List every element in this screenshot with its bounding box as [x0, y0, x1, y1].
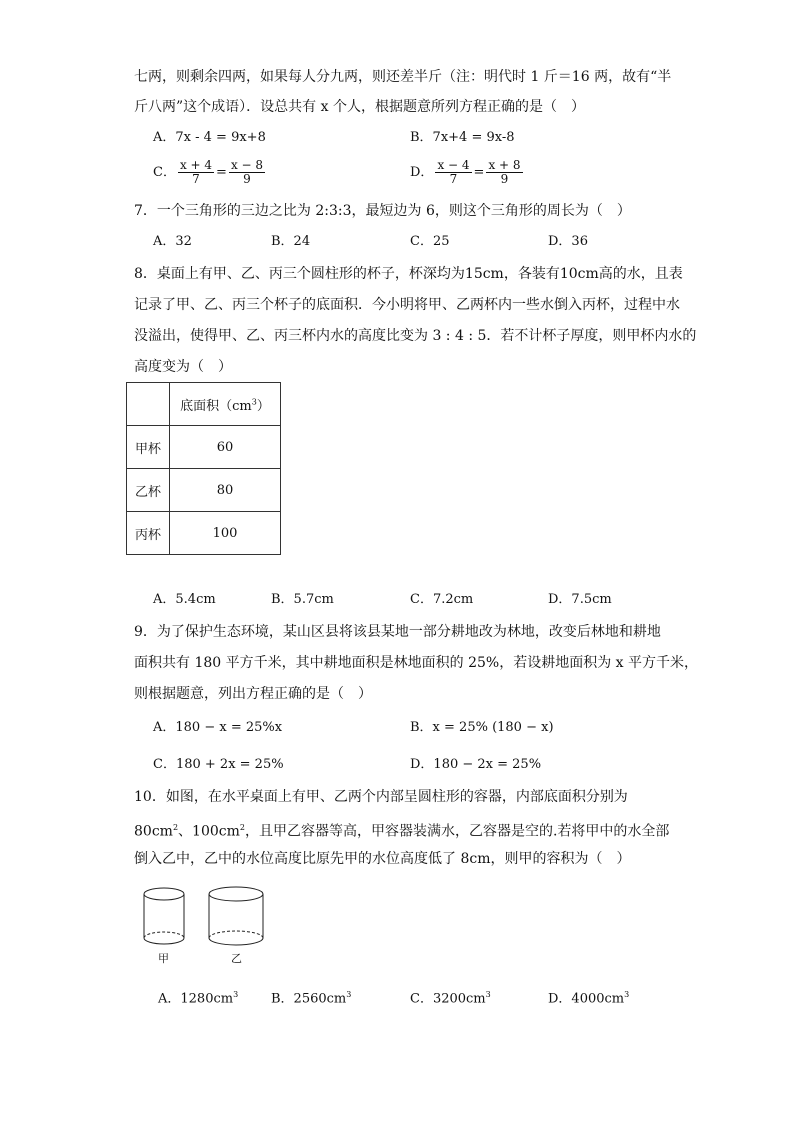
- q6-line-2: 斤八两”这个成语）．设总共有 x 个人，根据题意所列方程正确的是（ ）: [134, 99, 585, 115]
- q9-option-a: A．180 − x = 25%x: [153, 720, 283, 735]
- denominator: 7: [192, 172, 200, 186]
- fraction: [178, 159, 214, 186]
- table-row: [127, 469, 281, 512]
- cylinder-yi: [209, 887, 263, 945]
- q8-line-4: 高度变为（ ）: [134, 359, 232, 375]
- numerator: x − 8: [230, 158, 264, 172]
- q10-option-b: [271, 985, 351, 1009]
- q10-line-1: 10．如图，在水平桌面上有甲、乙两个内部呈圆柱形的容器，内部底面积分别为: [134, 789, 628, 805]
- numerator: x + 4: [179, 158, 213, 172]
- q6-option-a: A．7x - 4 = 9x+8: [153, 130, 266, 145]
- option-text: A．1280cm: [158, 991, 234, 1007]
- superscript: 3: [233, 990, 239, 999]
- equals-sign: =: [473, 165, 485, 180]
- q6-line-1: 七两，则剩余四两，如果每人分九两，则还差半斤（注：明代时 1 斤＝16 两，故有“半: [134, 69, 672, 85]
- q8-line-3: 没溢出，使得甲、乙、丙三杯内水的高度比变为 3 : 4 : 5．若不计杯子厚度，则甲杯内水的: [134, 328, 697, 344]
- q9-option-b: B．x = 25% (180 − x): [410, 720, 554, 735]
- header-superscript: 3: [251, 397, 257, 407]
- table-header-cell: [170, 383, 281, 426]
- q10-line-3: 倒入乙中，乙中的水位高度比原先甲的水位高度低了 8cm，则甲的容积为（ ）: [134, 851, 631, 867]
- q10-option-c: [410, 985, 491, 1009]
- q9-line-2: 面积共有 180 平方千米，其中耕地面积是林地面积的 25%，若设耕地面积为 x 平方千米，: [134, 655, 698, 671]
- superscript: 3: [346, 990, 352, 999]
- q8-option-d: D．7.5cm: [548, 592, 612, 607]
- option-text: C．3200cm: [410, 991, 486, 1007]
- fraction: [435, 159, 471, 186]
- q8-option-c: C．7.2cm: [410, 592, 474, 607]
- q6-option-d-label: D．: [410, 165, 434, 180]
- q10-line-2-rest: ，且甲乙容器等高，甲容器装满水，乙容器是空的.若将甲中的水全部: [244, 823, 670, 840]
- q7-option-a: A．32: [153, 234, 192, 249]
- row-value: 100: [170, 512, 281, 555]
- q6-option-c-label: C．: [153, 165, 176, 180]
- option-text: D．4000cm: [548, 991, 625, 1007]
- q10-option-a: [158, 985, 238, 1009]
- superscript: 2: [239, 823, 245, 832]
- header-text: 底面积（cm: [180, 398, 252, 414]
- base-area-table: [126, 382, 281, 555]
- q9-line-1: 9．为了保护生态环境，某山区县将该县某地一部分耕地改为林地，改变后林地和耕地: [134, 624, 661, 640]
- q10-line-2: [134, 818, 669, 842]
- row-label: 乙杯: [127, 469, 170, 512]
- denominator: 9: [243, 172, 251, 186]
- row-label: 丙杯: [127, 512, 170, 555]
- superscript: 3: [624, 990, 630, 999]
- q8-option-b: B．5.7cm: [271, 592, 334, 607]
- superscript: 3: [485, 990, 491, 999]
- cylinder-jia: [144, 888, 184, 944]
- q6-option-d: [410, 156, 525, 190]
- label-yi: 乙: [231, 952, 242, 965]
- q8-line-2: 记录了甲、乙、丙三个杯子的底面积．今小明将甲、乙两杯内一些水倒入丙杯，过程中水: [134, 297, 680, 313]
- denominator: 9: [500, 172, 509, 186]
- q7-option-d: D．36: [548, 234, 588, 249]
- table-row: [127, 512, 281, 555]
- row-value: 80: [170, 469, 281, 512]
- table-corner-cell: [127, 383, 170, 426]
- area-yi: 、100cm: [178, 823, 240, 840]
- q8-option-a: A．5.4cm: [153, 592, 216, 607]
- equals-sign: =: [216, 165, 227, 180]
- row-label: 甲杯: [127, 426, 170, 469]
- q8-line-1: 8．桌面上有甲、乙、丙三个圆柱形的杯子，杯深均为15cm，各装有10cm高的水，且表: [134, 266, 683, 282]
- numerator: x − 4: [437, 158, 470, 172]
- numerator: x + 8: [488, 158, 521, 172]
- fraction: [229, 159, 265, 186]
- cylinder-figure: [130, 882, 270, 970]
- q9-option-d: D．180 − 2x = 25%: [410, 757, 542, 772]
- q7-option-c: C．25: [410, 234, 450, 249]
- fraction: [486, 159, 522, 186]
- q6-option-b: B．7x+4 = 9x-8: [410, 130, 515, 145]
- q9-option-c: C．180 + 2x = 25%: [153, 757, 284, 772]
- q7-option-b: B．24: [271, 234, 311, 249]
- table-row: [127, 426, 281, 469]
- superscript: 2: [172, 823, 179, 832]
- q10-option-d: [548, 985, 629, 1009]
- option-text: B．2560cm: [271, 991, 347, 1007]
- q6-option-c: [153, 156, 267, 190]
- table-header-row: [127, 383, 281, 426]
- row-value: 60: [170, 426, 281, 469]
- q7-stem: 7．一个三角形的三边之比为 2:3:3，最短边为 6，则这个三角形的周长为（ ）: [134, 203, 631, 219]
- label-jia: 甲: [158, 952, 169, 965]
- denominator: 7: [449, 172, 458, 186]
- header-close: ）: [256, 398, 270, 414]
- area-jia: 80cm: [134, 823, 173, 840]
- q9-line-3: 则根据题意，列出方程正确的是（ ）: [134, 686, 372, 702]
